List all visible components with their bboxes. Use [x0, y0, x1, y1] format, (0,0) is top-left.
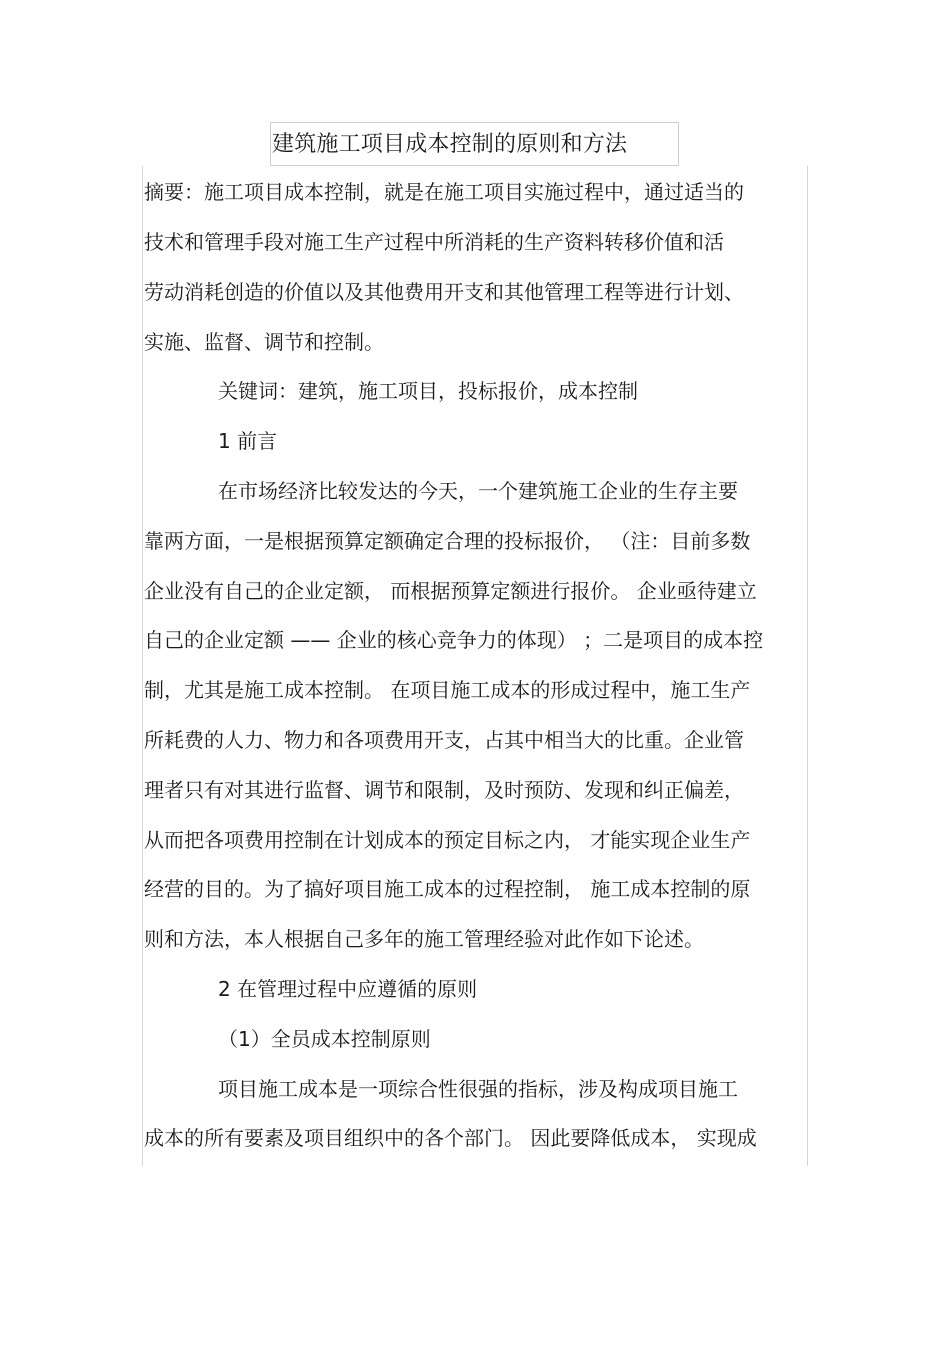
- abstract-line-1: 摘要：施工项目成本控制，就是在施工项目实施过程中，通过适当的: [144, 180, 744, 204]
- paragraph-line: 从而把各项费用控制在计划成本的预定目标之内， 才能实现企业生产: [144, 828, 751, 852]
- paragraph-line: 理者只有对其进行监督、调节和限制，及时预防、发现和纠正偏差，: [144, 778, 744, 802]
- paragraph-line: 经营的目的。为了搞好项目施工成本的过程控制， 施工成本控制的原: [144, 877, 751, 901]
- section-heading-2: 2 在管理过程中应遵循的原则: [218, 977, 478, 1001]
- keywords-line: 关键词：建筑，施工项目，投标报价，成本控制: [218, 379, 638, 403]
- paragraph-line: 靠两方面，一是根据预算定额确定合理的投标报价， （注：目前多数: [144, 529, 751, 553]
- document-title: 建筑施工项目成本控制的原则和方法: [272, 132, 628, 157]
- paragraph-line: 在市场经济比较发达的今天，一个建筑施工企业的生存主要: [218, 479, 738, 503]
- paragraph-line: 企业没有自己的企业定额， 而根据预算定额进行报价。 企业亟待建立: [144, 579, 757, 603]
- abstract-line-3: 劳动消耗创造的价值以及其他费用开支和其他管理工程等进行计划、: [144, 280, 744, 304]
- paragraph-line: 自己的企业定额 —— 企业的核心竞争力的体现） ；二是项目的成本控: [144, 628, 764, 652]
- paragraph-line: 成本的所有要素及项目组织中的各个部门。 因此要降低成本， 实现成: [144, 1126, 757, 1150]
- body-frame: [142, 166, 808, 1166]
- abstract-line-2: 技术和管理手段对施工生产过程中所消耗的生产资料转移价值和活: [144, 230, 724, 254]
- abstract-line-4: 实施、监督、调节和控制。: [144, 330, 384, 354]
- paragraph-line: 则和方法，本人根据自己多年的施工管理经验对此作如下论述。: [144, 927, 704, 951]
- section-heading-1: 1 前言: [218, 429, 278, 453]
- paragraph-line: 所耗费的人力、物力和各项费用开支，占其中相当大的比重。企业管: [144, 728, 744, 752]
- paragraph-line: 制，尤其是施工成本控制。 在项目施工成本的形成过程中，施工生产: [144, 678, 751, 702]
- paragraph-line: 项目施工成本是一项综合性很强的指标，涉及构成项目施工: [218, 1077, 738, 1101]
- subsection-heading: （1）全员成本控制原则: [218, 1027, 431, 1051]
